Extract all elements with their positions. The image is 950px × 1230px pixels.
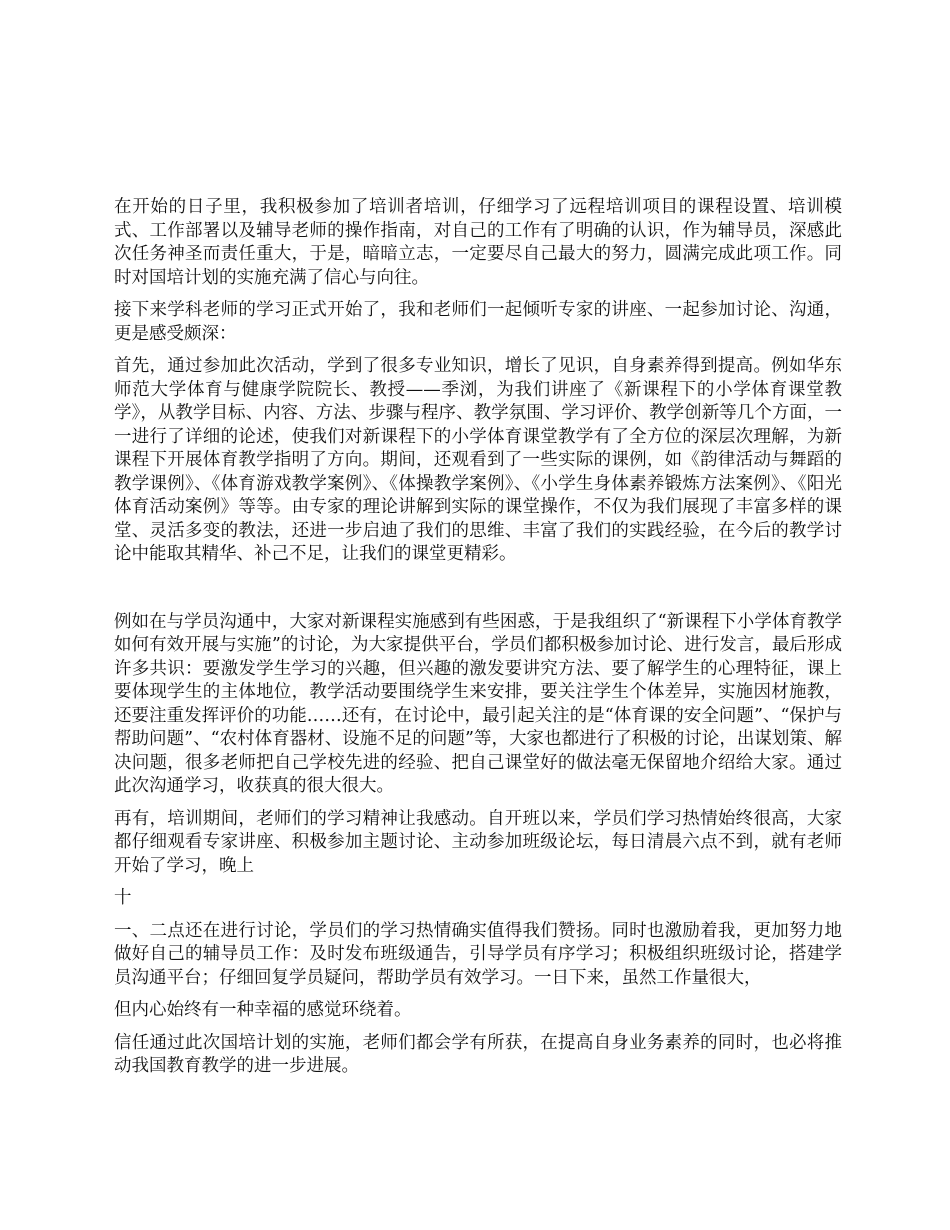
paragraph-6: 十 (114, 888, 132, 908)
paragraph-5: 再有，培训期间，老师们的学习精神让我感动。自开班以来，学员们学习热情始终很高，大家都仔细观看专家讲座、积极参加主题讨论、主动参加班级论坛，每日清晨六点不到，就有老师开始了学习，晚上 (114, 808, 842, 876)
paragraph-3: 首先，通过参加此次活动，学到了很多专业知识，增长了见识，自身素养得到提高。例如华东师范大学体育与健康学院院长、教授——季浏，为我们讲座了《新课程下的小学体育课堂教学》，从教学目标、内容、方法、步骤与程序、教学氛围、学习评价、教学创新等几个方面，一一进行了详细的论述，使我们对新课程下的小学体育课堂教学有了全方位的深层次理解，为新课程下开展体育教学指明了方向。期间，还观看到了一些实际的课例，如《韵律活动与舞蹈的教学课例》、《体育游戏教学案例》、《体操教学案例》、《小学生身体素养锻炼方法案例》、《阳光体育活动案例》等等。由专家的理论讲解到实际的课堂操作，不仅为我们展现了丰富多样的课堂、灵活多变的教法，还进一步启迪了我们的思维、丰富了我们的实践经验，在今后的教学讨论中能取其精华、补己不足，让我们的课堂更精彩。 (114, 356, 842, 564)
document-body (114, 196, 842, 1088)
paragraph-2: 接下来学科老师的学习正式开始了，我和老师们一起倾听专家的讲座、一起参加讨论、沟通，更是感受颇深： (114, 300, 842, 344)
paragraph-9: 信任通过此次国培计划的实施，老师们都会学有所获，在提高自身业务素养的同时，也必将推动我国教育教学的进一步进展。 (114, 1032, 842, 1076)
paragraph-4: 例如在与学员沟通中，大家对新课程实施感到有些困惑，于是我组织了“新课程下小学体育教学如何有效开展与实施”的讨论，为大家提供平台，学员们都积极参加讨论、进行发言，最后形成许多共识：要激发学生学习的兴趣，但兴趣的激发要讲究方法、要了解学生的心理特征，课上要体现学生的主体地位，教学活动要围绕学生来安排，要关注学生个体差异，实施因材施教，还要注重发挥评价的功能……还有，在讨论中，最引起关注的是“体育课的安全问题”、“保护与帮助问题”、“农村体育器材、设施不足的问题”等，大家也都进行了积极的讨论，出谋划策、解决问题，很多老师把自己学校先进的经验、把自己课堂好的做法毫无保留地介绍给大家。通过此次沟通学习，收获真的很大很大。 (114, 611, 842, 796)
paragraph-1: 在开始的日子里，我积极参加了培训者培训，仔细学习了远程培训项目的课程设置、培训模式、工作部署以及辅导老师的操作指南，对自己的工作有了明确的认识，作为辅导员，深感此次任务神圣而责任重大，于是，暗暗立志，一定要尽自己最大的努力，圆满完成此项工作。同时对国培计划的实施充满了信心与向往。 (114, 197, 842, 288)
paragraph-7: 一、二点还在进行讨论，学员们的学习热情确实值得我们赞扬。同时也激励着我，更加努力地做好自己的辅导员工作：及时发布班级通告，引导学员有序学习；积极组织班级讨论，搭建学员沟通平台；仔细回复学员疑问，帮助学员有效学习。一日下来，虽然工作量很大， (114, 920, 842, 988)
paragraph-8: 但内心始终有一种幸福的感觉环绕着。 (114, 1000, 412, 1020)
